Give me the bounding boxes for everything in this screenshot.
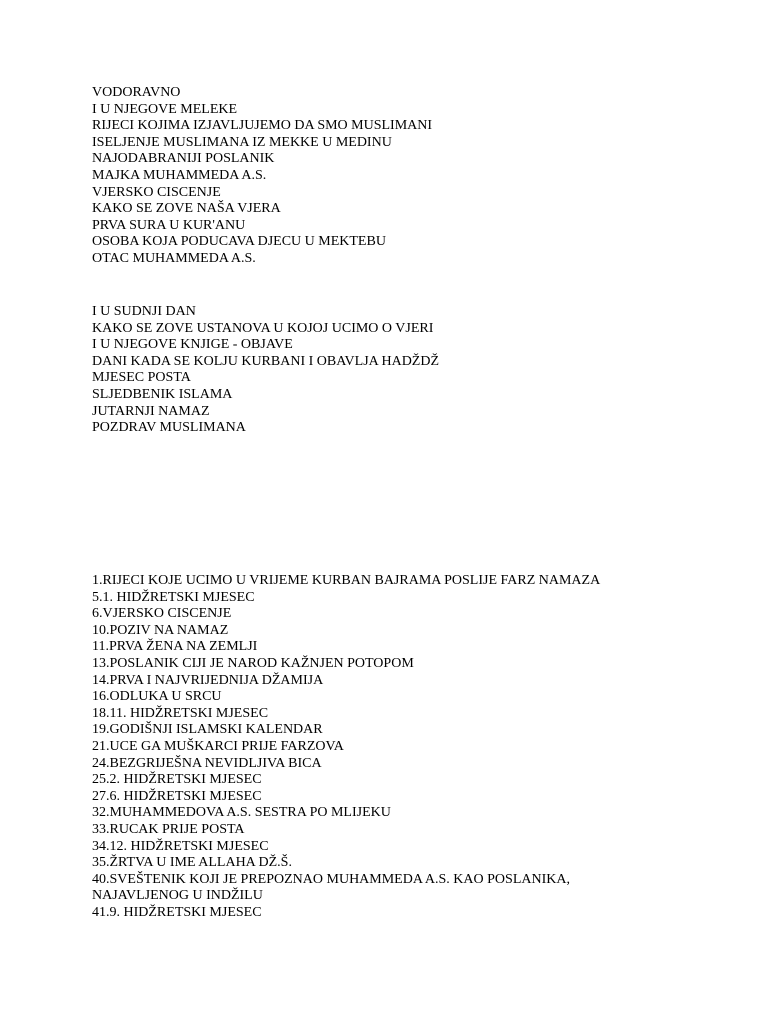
numbered-clue: 5.1. HIDŽRETSKI MJESEC bbox=[92, 589, 255, 605]
numbered-clue: 25.2. HIDŽRETSKI MJESEC bbox=[92, 772, 262, 788]
clue-line: I U SUDNJI DAN bbox=[92, 304, 196, 319]
clue-line: NAJODABRANIJI POSLANIK bbox=[92, 151, 275, 167]
clue-line: MAJKA MUHAMMEDA A.S. bbox=[92, 167, 267, 183]
clue-line: I U NJEGOVE MELEKE bbox=[92, 101, 238, 117]
clue-line: VJERSKO CISCENJE bbox=[92, 184, 221, 200]
numbered-clue: 21.UCE GA MUŠKARCI PRIJE FARZOVA bbox=[92, 738, 344, 754]
clue-line: MJESEC POSTA bbox=[92, 370, 191, 386]
numbered-clue: 13.POSLANIK CIJI JE NAROD KAŽNJEN POTOPOM bbox=[92, 655, 414, 671]
numbered-clue: 32.MUHAMMEDOVA A.S. SESTRA PO MLIJEKU bbox=[92, 805, 391, 821]
clue-list-second bbox=[92, 304, 732, 437]
numbered-clue: 1.RIJECI KOJE UCIMO U VRIJEME KURBAN BAJRAMA POSLIJE FARZ NAMAZA bbox=[92, 573, 601, 588]
clue-list-numbered bbox=[92, 573, 732, 921]
numbered-clue: 6.VJERSKO CISCENJE bbox=[92, 606, 232, 622]
clue-line: ISELJENJE MUSLIMANA IZ MEKKE U MEDINU bbox=[92, 134, 392, 150]
numbered-clue: 18.11. HIDŽRETSKI MJESEC bbox=[92, 705, 269, 721]
numbered-clue: 35.ŽRTVA U IME ALLAHA DŽ.Š. bbox=[92, 855, 292, 871]
numbered-clue: 10.POZIV NA NAMAZ bbox=[92, 622, 229, 638]
clue-line: KAKO SE ZOVE NAŠA VJERA bbox=[92, 201, 281, 217]
numbered-clue: 11.PRVA ŽENA NA ZEMLJI bbox=[92, 639, 258, 655]
clue-line: SLJEDBENIK ISLAMA bbox=[92, 386, 233, 402]
clue-line: OSOBA KOJA PODUCAVA DJECU U MEKTEBU bbox=[92, 234, 386, 250]
numbered-clue: 19.GODIŠNJI ISLAMSKI KALENDAR bbox=[92, 722, 323, 738]
section-heading: VODORAVNO bbox=[92, 85, 181, 100]
numbered-clue: 33.RUCAK PRIJE POSTA bbox=[92, 821, 245, 837]
clue-line: PRVA SURA U KUR'ANU bbox=[92, 217, 246, 233]
numbered-clue: 14.PRVA I NAJVRIJEDNIJA DŽAMIJA bbox=[92, 672, 324, 688]
clue-line: I U NJEGOVE KNJIGE - OBJAVE bbox=[92, 337, 293, 353]
clue-line: OTAC MUHAMMEDA A.S. bbox=[92, 250, 256, 266]
clue-line: DANI KADA SE KOLJU KURBANI I OBAVLJA HADŽDŽ bbox=[92, 353, 440, 369]
numbered-clue: 16.ODLUKA U SRCU bbox=[92, 689, 222, 705]
clue-list-horizontal bbox=[92, 85, 732, 268]
clue-line: RIJECI KOJIMA IZJAVLJUJEMO DA SMO MUSLIMANI bbox=[92, 118, 433, 134]
numbered-clue: 34.12. HIDŽRETSKI MJESEC bbox=[92, 838, 269, 854]
clue-line: KAKO SE ZOVE USTANOVA U KOJOJ UCIMO O VJERI bbox=[92, 320, 434, 336]
clue-line: POZDRAV MUSLIMANA bbox=[92, 420, 246, 436]
clue-line: JUTARNJI NAMAZ bbox=[92, 403, 210, 419]
numbered-clue: 24.BEZGRIJEŠNA NEVIDLJIVA BICA bbox=[92, 755, 322, 771]
numbered-clue: 41.9. HIDŽRETSKI MJESEC bbox=[92, 904, 262, 920]
numbered-clue-continuation: NAJAVLJENOG U INDŽILU bbox=[92, 888, 263, 904]
numbered-clue: 40.SVEŠTENIK KOJI JE PREPOZNAO MUHAMMEDA A.S. KAO POSLANIKA, bbox=[92, 871, 570, 887]
numbered-clue: 27.6. HIDŽRETSKI MJESEC bbox=[92, 788, 262, 804]
